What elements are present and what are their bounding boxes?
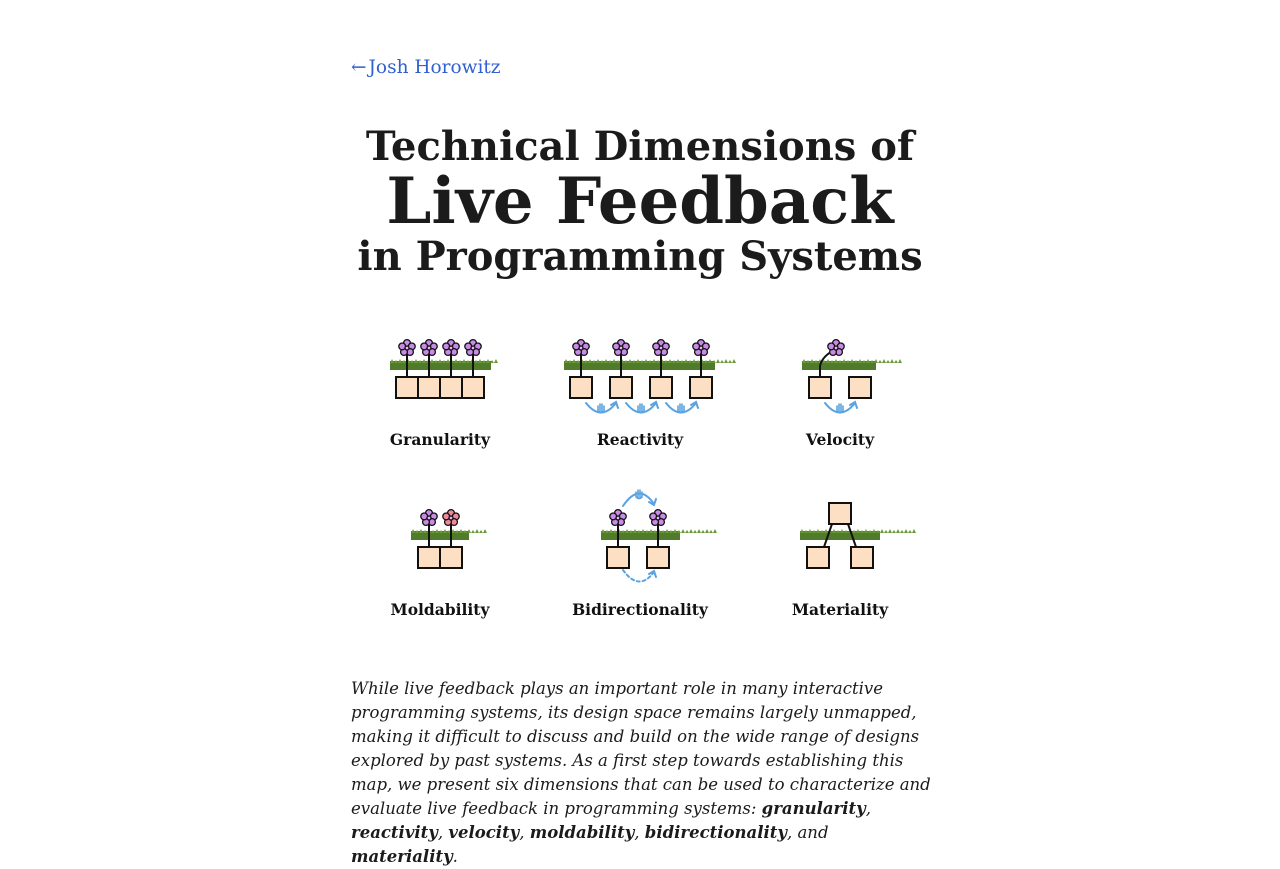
back-arrow-icon: ←	[351, 57, 367, 78]
term-granularity: granularity	[761, 798, 866, 818]
dim-label-reactivity: Reactivity	[596, 430, 684, 449]
granularity-icon	[390, 340, 498, 449]
back-link-author[interactable]	[351, 57, 501, 78]
moldability-icon	[391, 510, 491, 619]
page-title	[0, 120, 1280, 284]
term-separator: ,	[865, 798, 871, 818]
title-line-2: Live Feedback	[386, 164, 894, 239]
abstract-intro: While live feedback plays an important role in many interactive programming systems, its design space remains largely unmapped, making it difficult to discuss and build on the wide range of designs explored by past systems. As a first step towards establishing this map, we present six dimensions that can be used to characterize and evaluate live feedback in programming systems:	[351, 678, 931, 818]
term-moldability: moldability	[529, 822, 635, 842]
term-materiality: materiality	[351, 846, 453, 866]
title-line-3: in Programming Systems	[357, 233, 923, 280]
term-separator: ,	[634, 822, 645, 842]
velocity-icon	[802, 340, 902, 449]
materiality-icon	[792, 503, 916, 619]
dim-label-moldability: Moldability	[390, 600, 490, 619]
reactivity-icon	[564, 340, 736, 449]
term-reactivity: reactivity	[351, 822, 438, 842]
back-link-label: Josh Horowitz	[368, 57, 501, 78]
term-separator: ,	[519, 822, 530, 842]
term-velocity: velocity	[448, 822, 520, 842]
term-end: .	[452, 846, 458, 866]
dim-label-materiality: Materiality	[791, 600, 889, 619]
dim-label-granularity: Granularity	[389, 430, 491, 449]
title-line-1: Technical Dimensions of	[365, 123, 915, 170]
dimensions-figure	[340, 330, 940, 630]
term-separator: ,	[437, 822, 449, 842]
bidirectionality-icon	[572, 490, 717, 619]
abstract-paragraph	[351, 677, 931, 869]
dim-label-bidirectionality: Bidirectionality	[572, 600, 708, 619]
term-bidirectionality: bidirectionality	[644, 822, 787, 842]
term-and: , and	[786, 822, 829, 842]
dim-label-velocity: Velocity	[805, 430, 875, 449]
